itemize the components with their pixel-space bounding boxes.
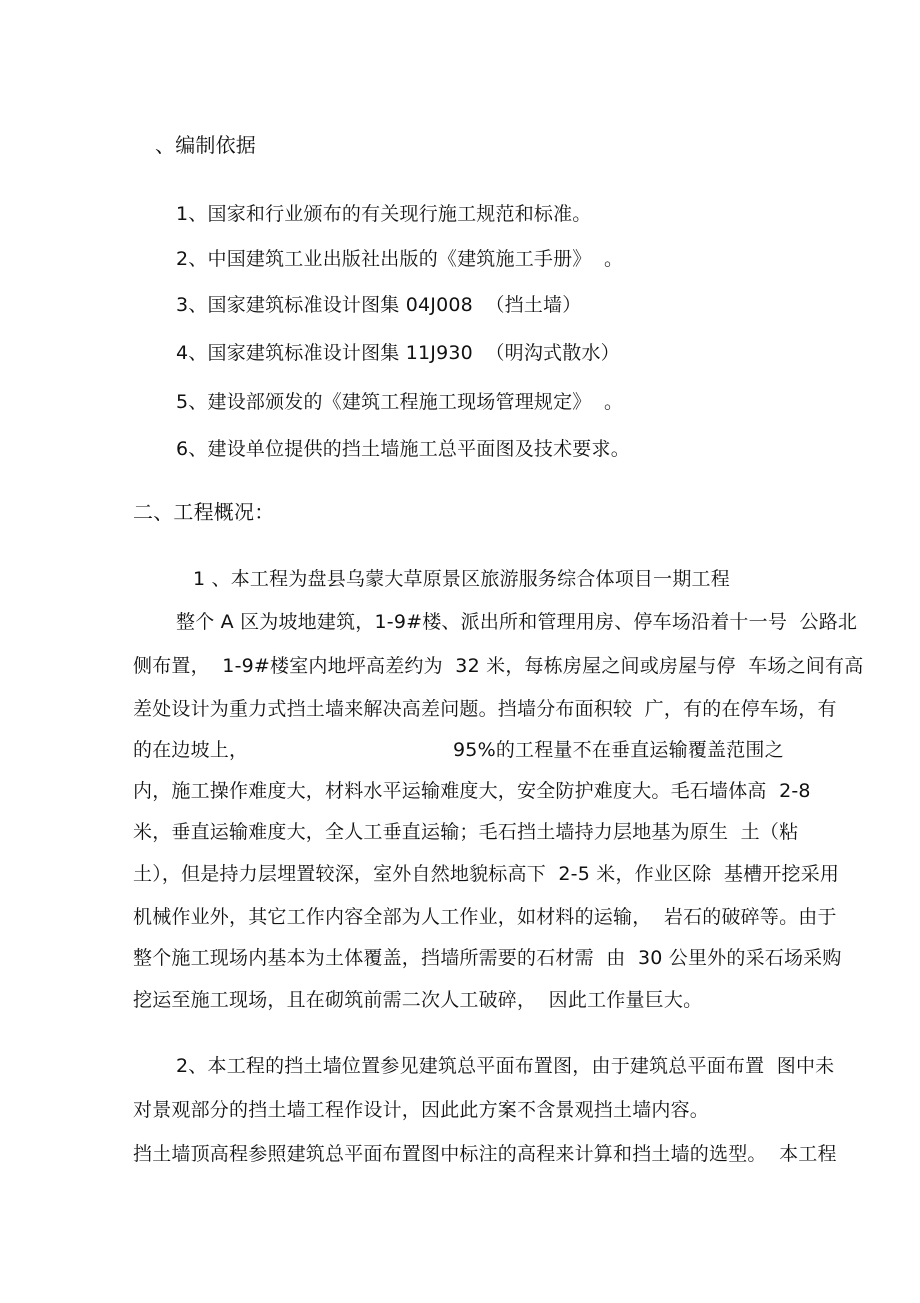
overview-para1-line: 内，施工操作难度大，材料水平运输难度大，安全防护难度大。毛石墙体高 2-8: [133, 780, 811, 802]
overview-para1-line: 米，垂直运输难度大，全人工垂直运输；毛石挡土墙持力层地基为原生 土（粘: [133, 821, 799, 843]
overview-para2-line: 2、本工程的挡土墙位置参见建筑总平面布置图，由于建筑总平面布置 图中未: [176, 1055, 835, 1077]
overview-para1-line: 差处设计为重力式挡土墙来解决高差问题。挡墙分布面积较 广，有的在停车场，有: [133, 698, 837, 720]
overview-para1-line: 的在边坡上，: [133, 739, 249, 761]
basis-item-3: 3、国家建筑标准设计图集 04J008 （挡土墙）: [176, 294, 582, 316]
overview-para1-line: 土），但是持力层埋置较深，室外自然地貌标高下 2-5 米，作业区除 基槽开挖采用: [133, 863, 840, 885]
section-1-title: 、编制依据: [155, 133, 256, 157]
overview-para1-line: 机械作业外，其它工作内容全部为人工作业，如材料的运输， 岩石的破碎等。由于: [133, 906, 837, 928]
overview-para1-line: 整个施工现场内基本为土体覆盖，挡墙所需要的石材需 由 30 公里外的采石场采购: [133, 947, 842, 969]
basis-item-6: 6、建设单位提供的挡土墙施工总平面图及技术要求。: [176, 438, 630, 460]
overview-para1-line: 1 、本工程为盘县乌蒙大草原景区旅游服务综合体项目一期工程: [193, 568, 730, 590]
basis-item-1: 1、国家和行业颁布的有关现行施工规范和标准。: [176, 203, 592, 225]
overview-para1-line: 挖运至施工现场，且在砌筑前需二次人工破碎， 因此工作量巨大。: [133, 989, 703, 1011]
section-2-title: 二、工程概况：: [133, 500, 275, 524]
basis-item-4: 4、国家建筑标准设计图集 11J930 （明沟式散水）: [176, 342, 620, 364]
basis-item-2: 2、中国建筑工业出版社出版的《建筑施工手册》 。: [176, 248, 624, 270]
basis-item-5: 5、建设部颁发的《建筑工程施工现场管理规定》 。: [176, 391, 624, 413]
overview-para1-line: 整个 A 区为坡地建筑，1-9#楼、派出所和管理用房、停车场沿着十一号 公路北: [176, 611, 858, 633]
overview-para1-line: 侧布置， 1-9#楼室内地坪高差约为 32 米，每栋房屋之间或房屋与停 车场之间有高: [133, 655, 864, 677]
overview-para1-line: 95%的工程量不在垂直运输覆盖范围之: [453, 739, 784, 761]
overview-para3-line: 挡土墙顶高程参照建筑总平面布置图中标注的高程来计算和挡土墙的选型。 本工程: [133, 1143, 837, 1165]
overview-para2-line: 对景观部分的挡土墙工程作设计，因此此方案不含景观挡土墙内容。: [133, 1099, 710, 1121]
